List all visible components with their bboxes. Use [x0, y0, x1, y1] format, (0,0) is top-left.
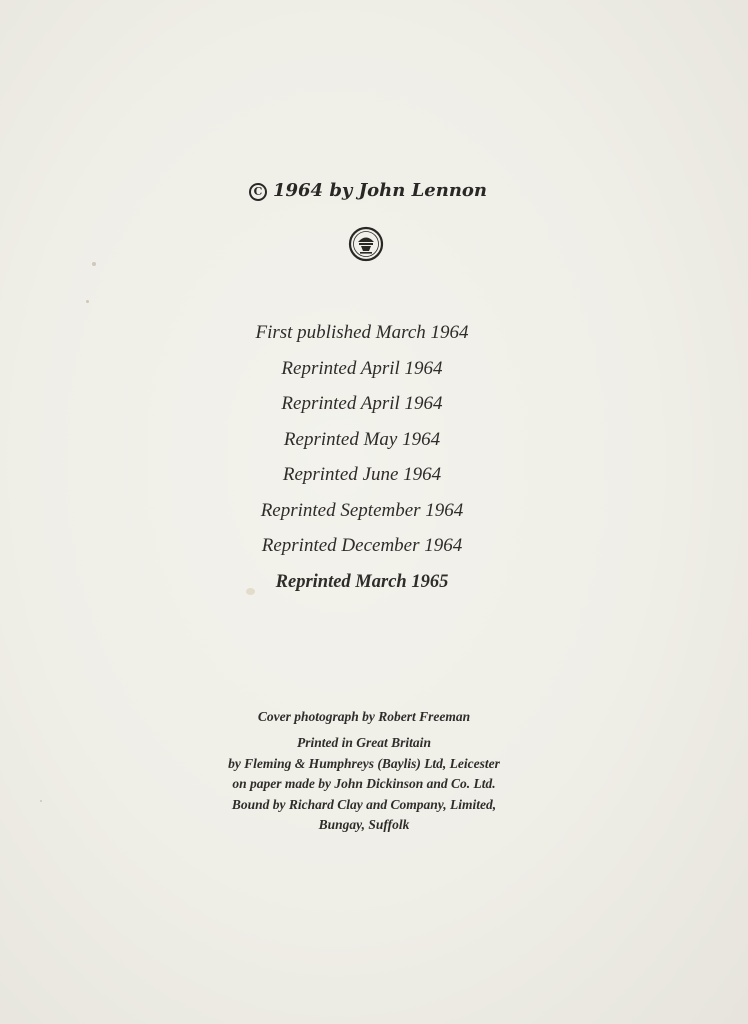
copyright-text: 1964 by John Lennon [272, 180, 487, 201]
printing-history-list [0, 318, 724, 602]
printing-history-item: Reprinted April 1964 [281, 357, 443, 379]
copyright-symbol: C [249, 183, 267, 201]
colophon-line: by Fleming & Humphreys (Baylis) Ltd, Leicester [228, 755, 500, 771]
colophon [0, 706, 728, 836]
publisher-emblem-icon [348, 225, 384, 263]
printing-history-item: Reprinted April 1964 [281, 393, 443, 414]
paper-speck [92, 262, 96, 266]
printing-history-item: Reprinted June 1964 [282, 464, 442, 485]
printing-history-item: Reprinted December 1964 [261, 535, 463, 556]
colophon-line: on paper made by John Dickinson and Co. Ltd. [232, 776, 496, 791]
copyright-line [0, 180, 736, 201]
colophon-line: Printed in Great Britain [297, 735, 431, 750]
printing-history-item: Reprinted March 1965 [275, 571, 449, 592]
printing-history-item: Reprinted May 1964 [283, 428, 441, 450]
colophon-line: Bound by Richard Clay and Company, Limited, [231, 796, 497, 812]
printing-history-item: First published March 1964 [255, 322, 469, 343]
cover-credit: Cover photograph by Robert Freeman [257, 709, 471, 724]
paper-speck [86, 300, 89, 303]
printing-history-item: Reprinted September 1964 [260, 499, 464, 521]
colophon-line: Bungay, Suffolk [318, 817, 410, 832]
